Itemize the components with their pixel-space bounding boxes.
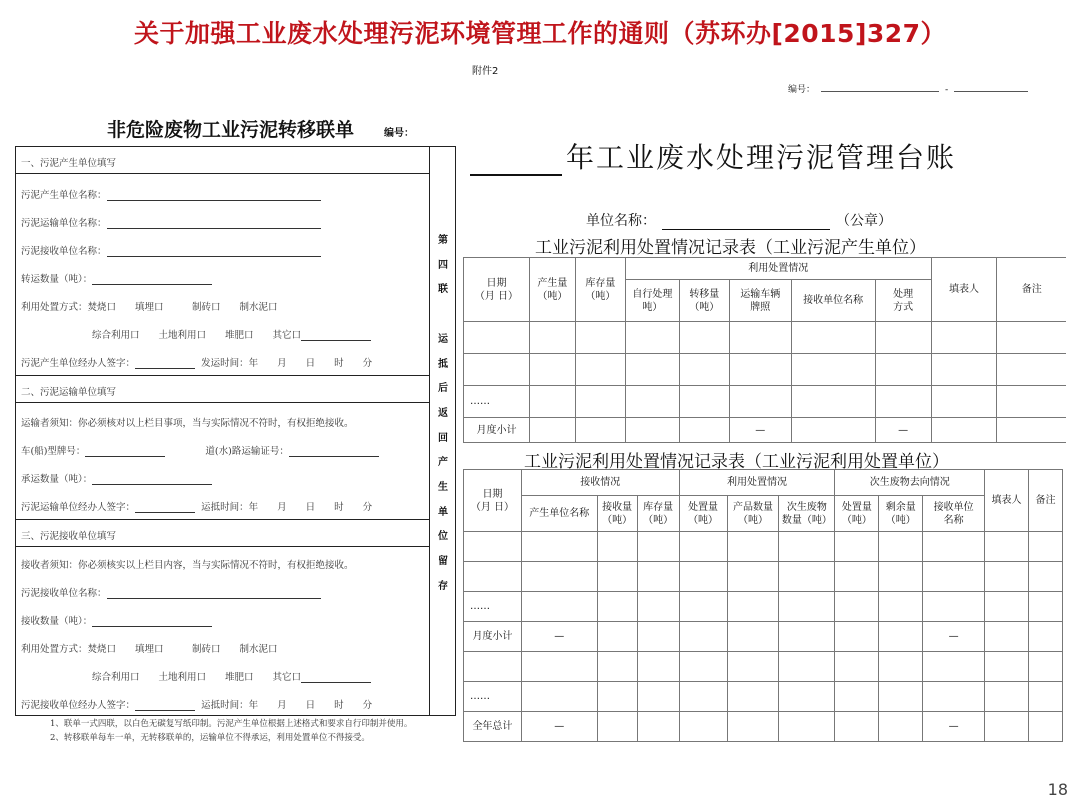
th2-stock: 库存量 （吨） <box>637 496 679 532</box>
table-row <box>464 652 1063 682</box>
th2-remain: 剩余量 （吨） <box>879 496 923 532</box>
th2-prod-name: 产生单位名称 <box>521 496 597 532</box>
table-row <box>464 532 1063 562</box>
transfer-form: 第 四 联 运 抵 后 返 回 产 生 单 位 留 存 一、污泥产生单位填写 污泥产生单位名称： 污泥运输单位名称： 污泥接收单位名称： 转运数量（吨）： 利用处置方式：焚烧口 填埋口 制砖口 制水泥口 综合利用口 土地利用口 堆肥口 其它口 污泥产生单位经办人签字： 发运时间：年 月 日 时 分 二、污泥运输单位填写 运输者须知：你必须核对以上栏目事项，当与实际情况不符时，有权拒绝接收。 车(船)型牌号： 道(水)路运输证号： 承运数量（吨）： 污泥运输单位经办人签字： 运抵时间：年 月 日 时 分 三、污泥接收单位填写 接收者须知：你必须核实以上栏目内容，当与实际情况不符时，有权拒绝接收。 污泥接收单位名称： 接收数量（吨）： 利用处置方式：焚烧口 填埋口 制砖口 制水泥口 综合利用口 土地利用口 堆肥口 其它口 污泥接收单位经办人签字： 运抵时间：年 月 日 时 分 <box>15 146 456 716</box>
th-recv-name: 接收单位名称 <box>791 280 875 322</box>
th-self: 自行处理 吨） <box>625 280 679 322</box>
table-row: …… <box>464 592 1063 622</box>
ledger-title: 年工业废水处理污泥管理台账 <box>470 136 956 176</box>
th2-filler: 填表人 <box>985 470 1029 532</box>
th2-recv-unit: 接收单位 名称 <box>923 496 985 532</box>
th-date: 日期 （月 日） <box>464 258 530 322</box>
table-producer-records <box>463 257 1066 443</box>
table-row <box>464 322 1067 354</box>
unit-name-line: 单位名称： （公章） <box>586 213 892 229</box>
page-number: 18 <box>1047 780 1068 799</box>
table1-title: 工业污泥利用处置情况记录表（工业污泥产生单位） <box>535 238 926 258</box>
table-row <box>464 562 1063 592</box>
th-remark: 备注 <box>997 258 1066 322</box>
slide-title: 关于加强工业废水处理污泥环境管理工作的通则（苏环办[2015]327） <box>133 19 947 48</box>
th2-waste-qty: 次生废物 数量（吨） <box>779 496 835 532</box>
th-plate: 运输车辆 牌照 <box>729 280 791 322</box>
form-side-column <box>429 147 456 715</box>
section-producer-header: 一、污泥产生单位填写 <box>16 147 429 174</box>
numbering-label: 编号： <box>788 85 816 95</box>
th2-util-group: 利用处置情况 <box>679 470 835 496</box>
table-row: …… <box>464 682 1063 712</box>
th2-proc-qty: 处置量 （吨） <box>679 496 727 532</box>
th2-disp-qty: 处置量 （吨） <box>835 496 879 532</box>
transfer-form-notes <box>50 717 412 745</box>
table-utilizer-records <box>463 469 1063 742</box>
numbering-separator: - <box>945 85 949 95</box>
attachment-label: 附件2 <box>472 66 499 77</box>
table-row: …… <box>464 386 1067 418</box>
th2-waste-group: 次生废物去向情况 <box>835 470 985 496</box>
th2-date: 日期 （月 日） <box>464 470 522 532</box>
th-filler: 填表人 <box>931 258 997 322</box>
table-row-year-total: 全年总计 — — <box>464 712 1063 742</box>
th-transfer: 转移量 （吨） <box>679 280 729 322</box>
table2-title: 工业污泥利用处置情况记录表（工业污泥利用处置单位） <box>524 452 949 472</box>
section-transport-header: 二、污泥运输单位填写 <box>16 375 429 403</box>
table-row-monthly-subtotal: 月度小计 — — <box>464 622 1063 652</box>
section-receiver-header: 三、污泥接收单位填写 <box>16 519 429 547</box>
note-1: 1、联单一式四联，以白色无碳复写纸印制。污泥产生单位根据上述格式和要求自行印制并使用。 <box>50 719 413 729</box>
transfer-form-title: 非危险废物工业污泥转移联单 <box>107 119 355 141</box>
form-side-text: 第 四 联 运 抵 后 返 回 产 生 单 位 留 存 <box>438 235 448 592</box>
th-stock: 库存量 （吨） <box>575 258 625 322</box>
th2-remark: 备注 <box>1028 470 1062 532</box>
th2-prod-qty: 产品数量 （吨） <box>727 496 779 532</box>
th-method: 处理 方式 <box>875 280 931 322</box>
th-util-group: 利用处置情况 <box>625 258 931 280</box>
transfer-form-number-label: 编号： <box>384 128 414 139</box>
note-2: 2、转移联单每车一单，无转移联单的，运输单位不得承运，利用处置单位不得接受。 <box>50 733 370 743</box>
th2-recv-qty: 接收量 （吨） <box>597 496 637 532</box>
th-produce: 产生量 （吨） <box>529 258 575 322</box>
th2-recv-group: 接收情况 <box>521 470 679 496</box>
table-row <box>464 354 1067 386</box>
numbering-field <box>788 82 1028 95</box>
table-row-monthly-subtotal: 月度小计 — — <box>464 418 1067 443</box>
